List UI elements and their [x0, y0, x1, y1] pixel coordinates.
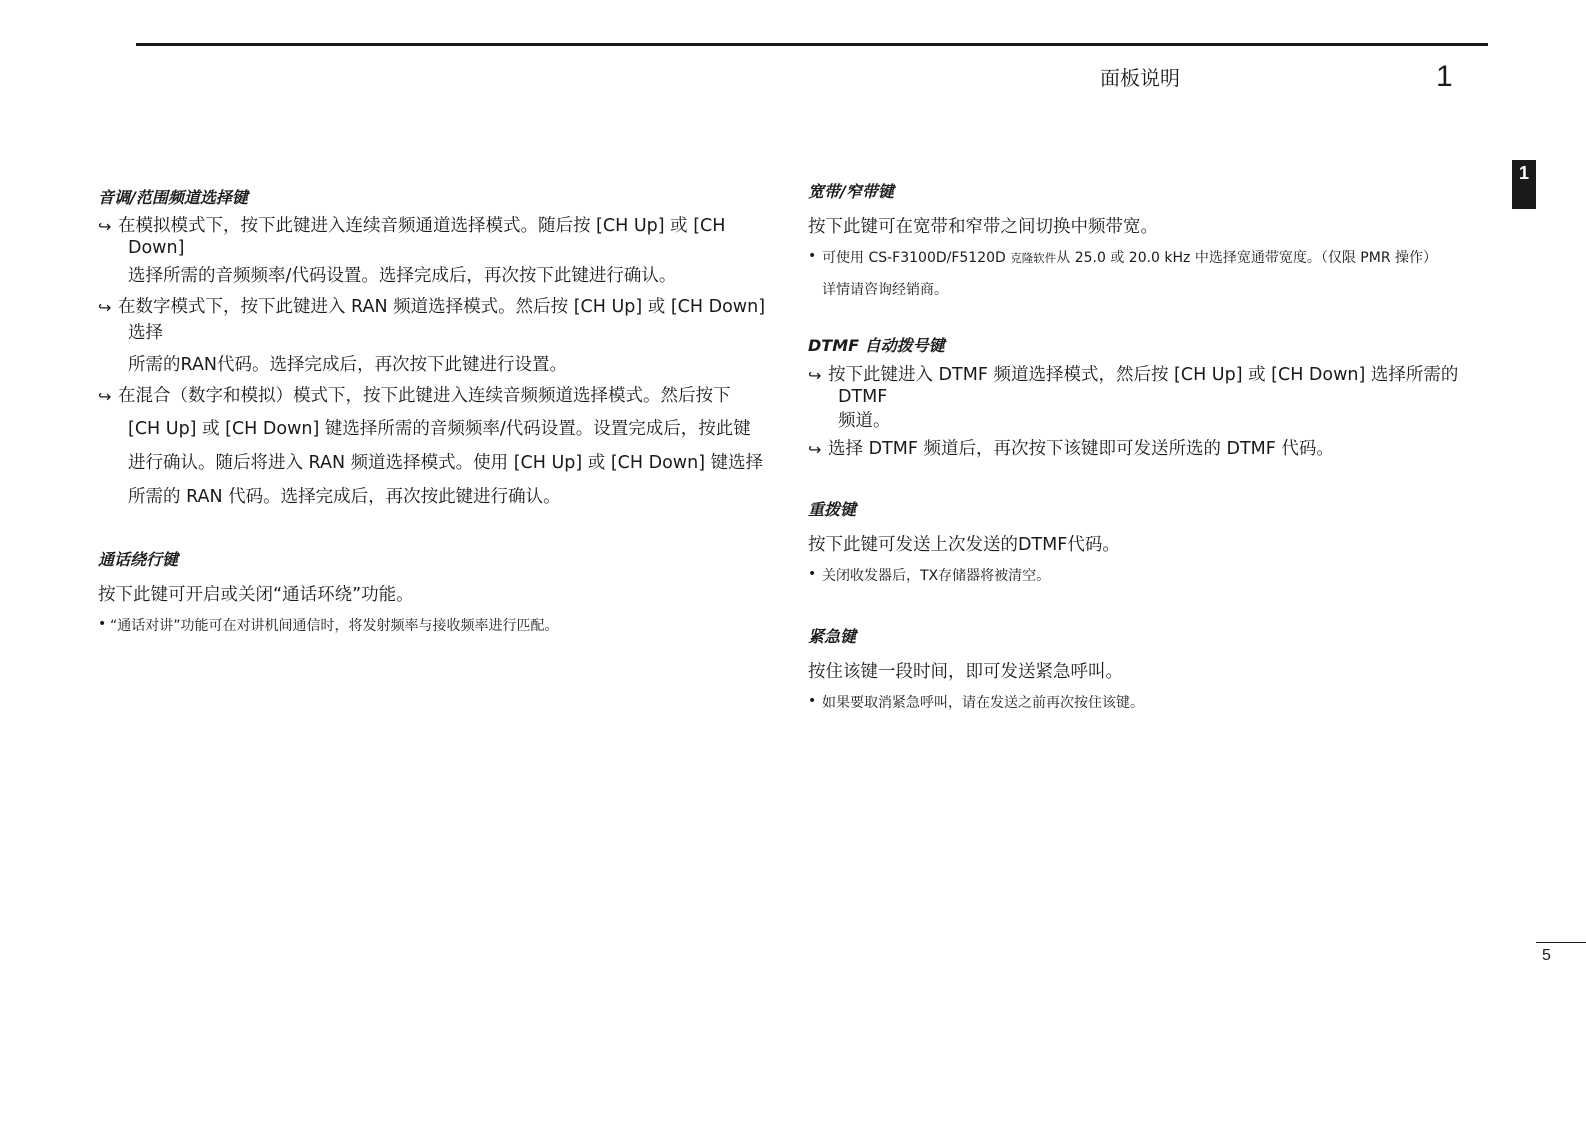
- tone-item-2-line-3: 所需的RAN代码。选择完成后，再次按下此键进行设置。: [128, 355, 568, 375]
- arrow-icon: ↪: [808, 366, 822, 385]
- wide-narrow-body: 按下此键可在宽带和窄带之间切换中频带宽。: [808, 217, 1158, 237]
- talkaround-heading: 通话绕行键: [98, 550, 179, 569]
- wide-narrow-heading: 宽带/窄带键: [808, 182, 894, 201]
- tone-item-2-line-2: 选择: [128, 323, 163, 343]
- tone-item-3-line-2: [CH Up] 或 [CH Down] 键选择所需的音频频率/代码设置。设置完成后，按此键: [128, 419, 751, 439]
- emergency-heading: 紧急键: [808, 627, 857, 646]
- arrow-icon: ↪: [808, 440, 822, 459]
- tone-item-1-line-2: Down]: [128, 238, 185, 258]
- tone-item-3-line-3: 进行确认。随后将进入 RAN 频道选择模式。使用 [CH Up] 或 [CH Down] 键选择: [128, 453, 764, 473]
- redial-note: 关闭收发器后，TX存储器将被清空。: [822, 568, 1051, 584]
- emergency-note: 如果要取消紧急呼叫，请在发送之前再次按住该键。: [822, 695, 1144, 711]
- wide-narrow-note-part-2: 克隆软件: [1010, 251, 1057, 265]
- header-chapter-number: 1: [1436, 60, 1453, 93]
- emergency-body: 按住该键一段时间，即可发送紧急呼叫。: [808, 662, 1123, 682]
- arrow-icon: ↪: [98, 298, 112, 317]
- tone-item-2-line-1: 在数字模式下，按下此键进入 RAN 频道选择模式。然后按 [CH Up] 或 [CH Down]: [118, 297, 766, 317]
- talkaround-body: 按下此键可开启或关闭“通话环绕”功能。: [98, 585, 414, 605]
- wide-narrow-note-part-3: 从 25.0 或 20.0 kHz 中选择宽通带宽度。（仅限 PMR 操作）: [1056, 250, 1437, 266]
- bullet-icon: •: [808, 248, 817, 264]
- tone-item-3-line-1: 在混合（数字和模拟）模式下，按下此键进入连续音频频道选择模式。然后按下: [118, 386, 731, 406]
- bullet-icon: •: [808, 693, 817, 709]
- wide-narrow-note-line-2: 详情请咨询经销商。: [822, 282, 948, 298]
- dtmf-item-2-line-1: 选择 DTMF 频道后，再次按下该键即可发送所选的 DTMF 代码。: [828, 439, 1334, 459]
- redial-heading: 重拨键: [808, 500, 857, 519]
- tone-item-1-line-3: 选择所需的音频频率/代码设置。选择完成后，再次按下此键进行确认。: [128, 266, 677, 286]
- arrow-icon: ↪: [98, 217, 112, 236]
- top-rule: [136, 43, 1488, 46]
- tone-item-3-line-4: 所需的 RAN 代码。选择完成后，再次按此键进行确认。: [128, 487, 561, 507]
- wide-narrow-note-line-1: [822, 248, 1437, 268]
- bullet-icon: •: [98, 616, 107, 632]
- talkaround-note: “通话对讲”功能可在对讲机间通信时，将发射频率与接收频率进行匹配。: [110, 618, 559, 634]
- dtmf-item-1-line-2: DTMF: [838, 387, 888, 407]
- bullet-icon: •: [808, 566, 817, 582]
- arrow-icon: ↪: [98, 387, 112, 406]
- header-title: 面板说明: [1100, 66, 1180, 90]
- chapter-tab: 1: [1512, 160, 1536, 209]
- page-number: 5: [1542, 947, 1551, 964]
- wide-narrow-note-part-1: 可使用 CS-F3100D/F5120D: [822, 250, 1011, 266]
- tone-item-1-line-1: 在模拟模式下，按下此键进入连续音频通道选择模式。随后按 [CH Up] 或 [CH: [118, 216, 726, 236]
- tone-scan-heading: 音调/范围频道选择键: [98, 188, 248, 207]
- dtmf-item-1-line-3: 频道。: [838, 411, 891, 431]
- redial-body: 按下此键可发送上次发送的DTMF代码。: [808, 535, 1120, 555]
- dtmf-item-1-line-1: 按下此键进入 DTMF 频道选择模式，然后按 [CH Up] 或 [CH Down] 选择所需的: [828, 365, 1459, 385]
- dtmf-heading: DTMF 自动拨号键: [808, 336, 945, 355]
- footer-rule: [1536, 942, 1586, 943]
